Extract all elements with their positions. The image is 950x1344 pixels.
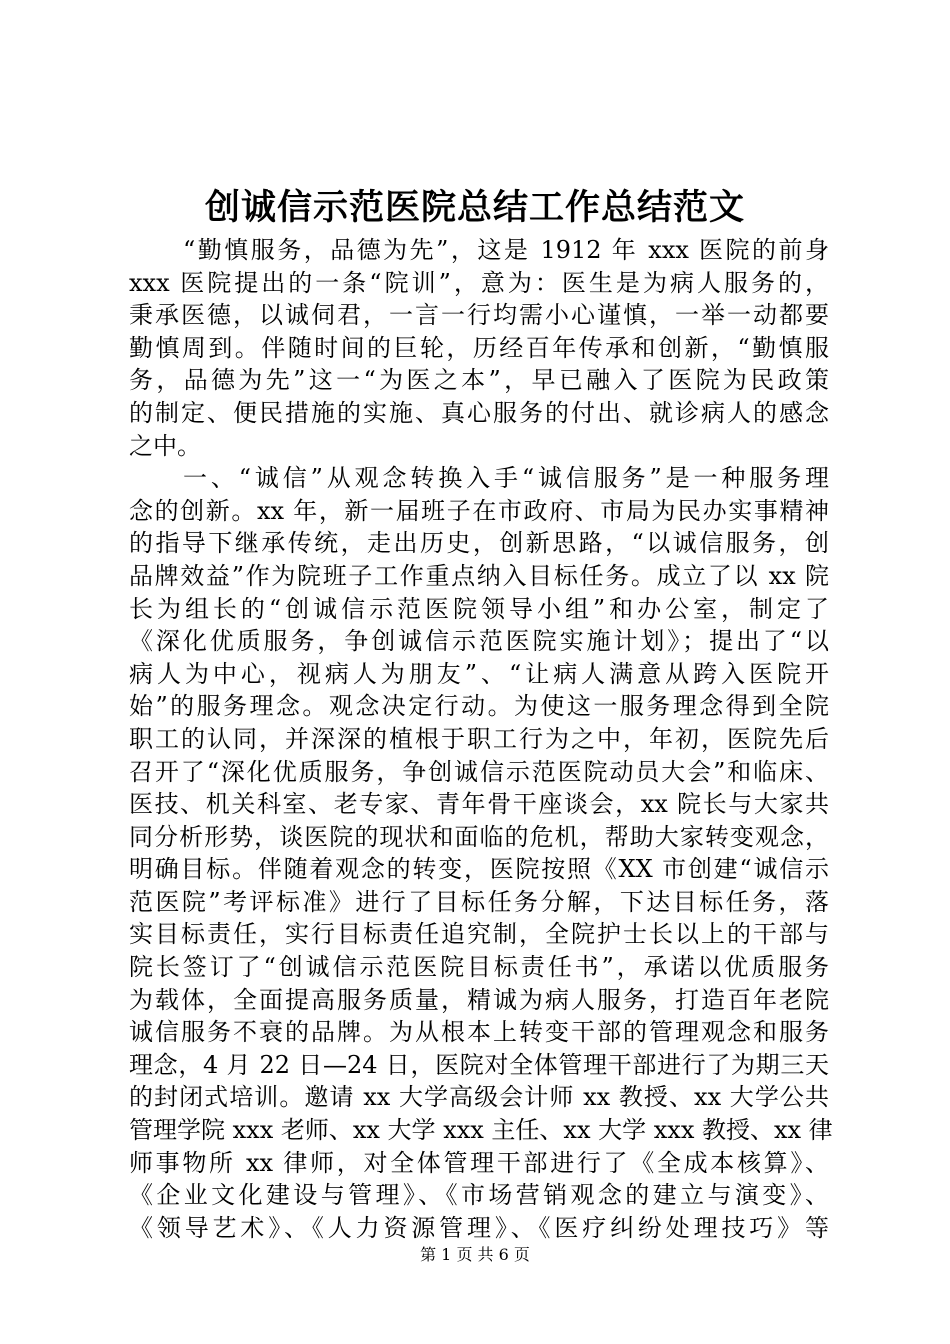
text-line: 之中。 [129, 431, 201, 460]
text-line: 职工的认同，并深深的植根于职工行为之中，年初，医院先后 [129, 724, 829, 753]
text-line: 长为组长的“创诚信示范医院领导小组”和办公室，制定了 [129, 594, 829, 623]
text-line: 的制定、便民措施的实施、真心服务的付出、就诊病人的感念 [129, 398, 829, 427]
text-line: 《企业文化建设与管理》、《市场营销观念的建立与演变》、 [129, 1181, 829, 1210]
document-title: 创诚信示范医院总结工作总结范文 [204, 187, 745, 228]
text-line: 的指导下继承传统，走出历史，创新思路，“以诚信服务，创 [129, 529, 829, 558]
text-line: 同分析形势，谈医院的现状和面临的危机，帮助大家转变观念， [129, 822, 829, 851]
text-line: 理念，4 月 22 日—24 日，医院对全体管理干部进行了为期三天 [129, 1050, 829, 1079]
text-line: “勤慎服务，品德为先”，这是 1912 年 xxx 医院的前身 [183, 236, 829, 264]
text-line: 召开了“深化优质服务，争创诚信示范医院动员大会”和临床、 [129, 757, 829, 786]
paragraph-1 [129, 234, 829, 462]
text-line: 秉承医德，以诚伺君，一言一行均需小心谨慎，一举一动都要 [129, 301, 829, 330]
paragraph-2 [129, 462, 833, 1244]
text-line: 为载体，全面提高服务质量，精诚为病人服务，打造百年老院 [129, 985, 829, 1014]
document-body [129, 234, 833, 1244]
text-line: 始”的服务理念。观念决定行动。为使这一服务理念得到全院 [129, 692, 829, 721]
text-line: 师事物所 xx 律师，对全体管理干部进行了《全成本核算》、 [129, 1148, 829, 1177]
text-line: 实目标责任，实行目标责任追究制，全院护士长以上的干部与 [129, 920, 829, 949]
text-line: xxx 医院提出的一条“院训”，意为：医生是为病人服务的， [129, 268, 829, 297]
text-line: 明确目标。伴随着观念的转变，医院按照《XX 市创建“诚信示 [129, 855, 829, 884]
text-line: 勤慎周到。伴随时间的巨轮，历经百年传承和创新，“勤慎服 [129, 333, 829, 362]
text-line: 《深化优质服务，争创诚信示范医院实施计划》；提出了“以 [129, 627, 829, 656]
text-line: 务，品德为先”这一“为医之本”，早已融入了医院为民政策 [129, 366, 829, 395]
page-footer: 第 1 页 共 6 页 [420, 1245, 530, 1264]
text-line: 《领导艺术》、《人力资源管理》、《医疗纠纷处理技巧》等 [129, 1213, 829, 1242]
text-line: 病人为中心，视病人为朋友”、“让病人满意从跨入医院开 [129, 659, 829, 688]
text-line: 医技、机关科室、老专家、青年骨干座谈会，xx 院长与大家共 [129, 790, 829, 819]
text-line: 范医院”考评标准》进行了目标任务分解，下达目标任务，落 [129, 887, 829, 916]
text-line: 的封闭式培训。邀请 xx 大学高级会计师 xx 教授、xx 大学公共 [129, 1083, 829, 1112]
text-line: 念的创新。xx 年，新一届班子在市政府、市局为民办实事精神 [129, 496, 829, 525]
text-line: 诚信服务不衰的品牌。为从根本上转变干部的管理观念和服务 [129, 1018, 829, 1047]
text-line: 院长签订了“创诚信示范医院目标责任书”，承诺以优质服务 [129, 953, 829, 982]
text-line: 管理学院 xxx 老师、xx 大学 xxx 主任、xx 大学 xxx 教授、xx 律 [129, 1116, 833, 1145]
text-line: 品牌效益”作为院班子工作重点纳入目标任务。成立了以 xx 院 [129, 561, 829, 590]
text-line: 一、“诚信”从观念转换入手“诚信服务”是一种服务理 [183, 464, 829, 493]
